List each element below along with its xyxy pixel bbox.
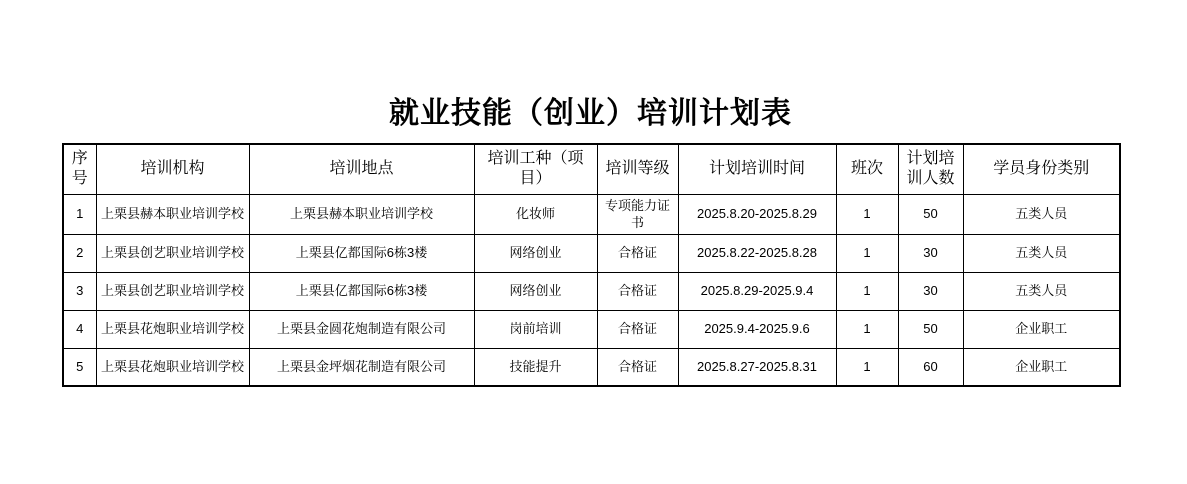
column-header-trainees: 计划培训人数 (898, 144, 963, 194)
table-row (63, 234, 1120, 272)
cell-level: 合格证 (597, 348, 678, 386)
training-plan-table (62, 143, 1121, 387)
cell-serial: 1 (63, 194, 96, 234)
cell-shift: 1 (836, 272, 898, 310)
cell-shift: 1 (836, 310, 898, 348)
cell-trainees: 50 (898, 310, 963, 348)
cell-trainees: 30 (898, 272, 963, 310)
cell-trainees: 30 (898, 234, 963, 272)
cell-category: 五类人员 (963, 234, 1120, 272)
cell-level: 合格证 (597, 272, 678, 310)
column-header-location: 培训地点 (249, 144, 474, 194)
cell-serial: 4 (63, 310, 96, 348)
cell-trade: 网络创业 (474, 272, 597, 310)
cell-level: 合格证 (597, 310, 678, 348)
column-header-trade: 培训工种（项目） (474, 144, 597, 194)
cell-trade: 岗前培训 (474, 310, 597, 348)
column-header-institution: 培训机构 (96, 144, 249, 194)
cell-institution: 上栗县创艺职业培训学校 (96, 272, 249, 310)
cell-serial: 3 (63, 272, 96, 310)
column-header-category: 学员身份类别 (963, 144, 1120, 194)
cell-time: 2025.8.29-2025.9.4 (678, 272, 836, 310)
table-row (63, 194, 1120, 234)
cell-trainees: 50 (898, 194, 963, 234)
column-header-serial: 序号 (63, 144, 96, 194)
cell-shift: 1 (836, 194, 898, 234)
table-row (63, 348, 1120, 386)
cell-time: 2025.8.27-2025.8.31 (678, 348, 836, 386)
cell-category: 企业职工 (963, 348, 1120, 386)
page-title: 就业技能（创业）培训计划表 (389, 97, 792, 130)
cell-serial: 5 (63, 348, 96, 386)
cell-shift: 1 (836, 234, 898, 272)
cell-category: 五类人员 (963, 194, 1120, 234)
cell-time: 2025.9.4-2025.9.6 (678, 310, 836, 348)
cell-level: 合格证 (597, 234, 678, 272)
cell-institution: 上栗县赫本职业培训学校 (96, 194, 249, 234)
cell-trade: 技能提升 (474, 348, 597, 386)
cell-trainees: 60 (898, 348, 963, 386)
cell-location: 上栗县赫本职业培训学校 (249, 194, 474, 234)
cell-time: 2025.8.20-2025.8.29 (678, 194, 836, 234)
cell-location: 上栗县金圆花炮制造有限公司 (249, 310, 474, 348)
cell-trade: 化妆师 (474, 194, 597, 234)
cell-institution: 上栗县花炮职业培训学校 (96, 348, 249, 386)
cell-location: 上栗县亿都国际6栋3楼 (249, 234, 474, 272)
cell-institution: 上栗县花炮职业培训学校 (96, 310, 249, 348)
column-header-level: 培训等级 (597, 144, 678, 194)
cell-institution: 上栗县创艺职业培训学校 (96, 234, 249, 272)
column-header-time: 计划培训时间 (678, 144, 836, 194)
column-header-shift: 班次 (836, 144, 898, 194)
cell-category: 五类人员 (963, 272, 1120, 310)
cell-shift: 1 (836, 348, 898, 386)
cell-level: 专项能力证书 (597, 194, 678, 234)
cell-location: 上栗县亿都国际6栋3楼 (249, 272, 474, 310)
cell-trade: 网络创业 (474, 234, 597, 272)
cell-time: 2025.8.22-2025.8.28 (678, 234, 836, 272)
table-row (63, 272, 1120, 310)
table-row (63, 310, 1120, 348)
cell-location: 上栗县金坪烟花制造有限公司 (249, 348, 474, 386)
cell-category: 企业职工 (963, 310, 1120, 348)
cell-serial: 2 (63, 234, 96, 272)
table-header-row (63, 144, 1120, 194)
